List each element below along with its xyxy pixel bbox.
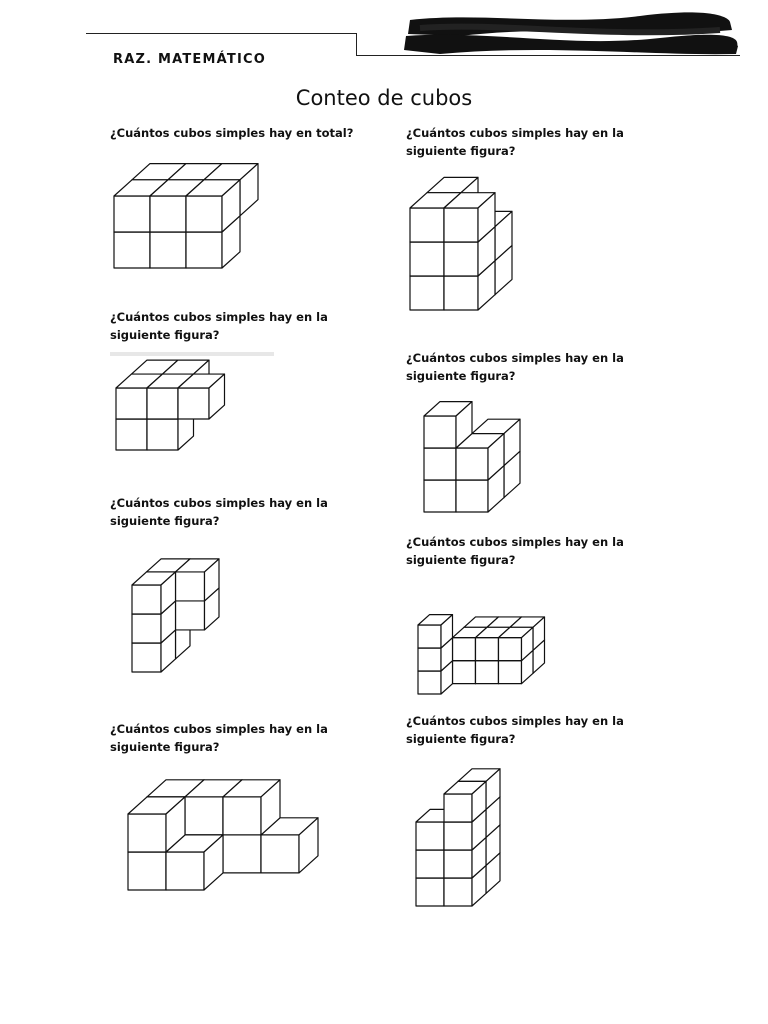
cube-front-face (444, 276, 478, 310)
cube-front-face (410, 208, 444, 242)
cube-figure-6 (416, 584, 546, 696)
cube-front-face (410, 276, 444, 310)
question-1: ¿Cuántos cubos simples hay en total? (110, 126, 354, 140)
cube-front-face (418, 625, 441, 648)
cube-front-face (444, 208, 478, 242)
cube-front-face (166, 852, 204, 890)
cube-front-face (150, 232, 186, 268)
subject-label: RAZ. MATEMÁTICO (113, 52, 266, 67)
cube-front-face (132, 643, 161, 672)
cube-front-face (476, 638, 499, 661)
question-2: ¿Cuántos cubos simples hay en la siguiente figura? (406, 126, 624, 158)
cube-front-face (424, 416, 456, 448)
cube-figure-2 (408, 172, 538, 312)
question-8: ¿Cuántos cubos simples hay en la siguiente figura? (406, 714, 624, 746)
cube (418, 615, 453, 648)
question-7: ¿Cuántos cubos simples hay en la siguiente figura? (110, 722, 328, 754)
cube-figure-4 (422, 402, 542, 514)
cube-front-face (185, 797, 223, 835)
cube-front-face (176, 572, 205, 601)
cube-front-face (418, 671, 441, 694)
cube-front-face (223, 797, 261, 835)
cube-front-face (176, 601, 205, 630)
cube-front-face (178, 388, 209, 419)
cube-figure-3 (114, 356, 264, 452)
cube-front-face (132, 585, 161, 614)
cube-front-face (444, 794, 472, 822)
cube-front-face (186, 232, 222, 268)
cube-figure-7 (126, 770, 286, 892)
cube-front-face (424, 448, 456, 480)
redaction-scribble (400, 8, 740, 58)
cube-front-face (424, 480, 456, 512)
cube-front-face (453, 638, 476, 661)
question-3: ¿Cuántos cubos simples hay en la siguiente figura? (110, 310, 328, 342)
cube-front-face (261, 835, 299, 873)
cube-front-face (456, 448, 488, 480)
question-4: ¿Cuántos cubos simples hay en la siguiente figura? (406, 351, 624, 383)
cube-front-face (147, 388, 178, 419)
cube-front-face (114, 232, 150, 268)
cube-figure-1 (112, 160, 282, 270)
cube-figure-8 (414, 758, 534, 908)
cube-front-face (416, 822, 444, 850)
cube-front-face (116, 388, 147, 419)
cube-front-face (444, 242, 478, 276)
cube-front-face (456, 480, 488, 512)
cube-front-face (410, 242, 444, 276)
cube-front-face (132, 614, 161, 643)
cube-front-face (128, 814, 166, 852)
header-rule-step (356, 33, 357, 55)
cube (499, 627, 534, 660)
cube-front-face (114, 196, 150, 232)
cube-front-face (499, 661, 522, 684)
cube-front-face (416, 850, 444, 878)
cube-front-face (116, 419, 147, 450)
cube-front-face (444, 850, 472, 878)
cube-front-face (150, 196, 186, 232)
cube-figure-5 (130, 550, 250, 674)
cube-front-face (128, 852, 166, 890)
cube-front-face (223, 835, 261, 873)
cube-front-face (416, 878, 444, 906)
cube-front-face (499, 638, 522, 661)
question-6: ¿Cuántos cubos simples hay en la siguiente figura? (406, 535, 624, 567)
cube-front-face (453, 661, 476, 684)
page-title: Conteo de cubos (295, 86, 473, 110)
cube-front-face (476, 661, 499, 684)
cube-front-face (444, 822, 472, 850)
cube-front-face (186, 196, 222, 232)
cube-front-face (418, 648, 441, 671)
cube-front-face (147, 419, 178, 450)
header-rule-left (86, 33, 356, 34)
cube-front-face (444, 878, 472, 906)
question-5: ¿Cuántos cubos simples hay en la siguiente figura? (110, 496, 328, 528)
